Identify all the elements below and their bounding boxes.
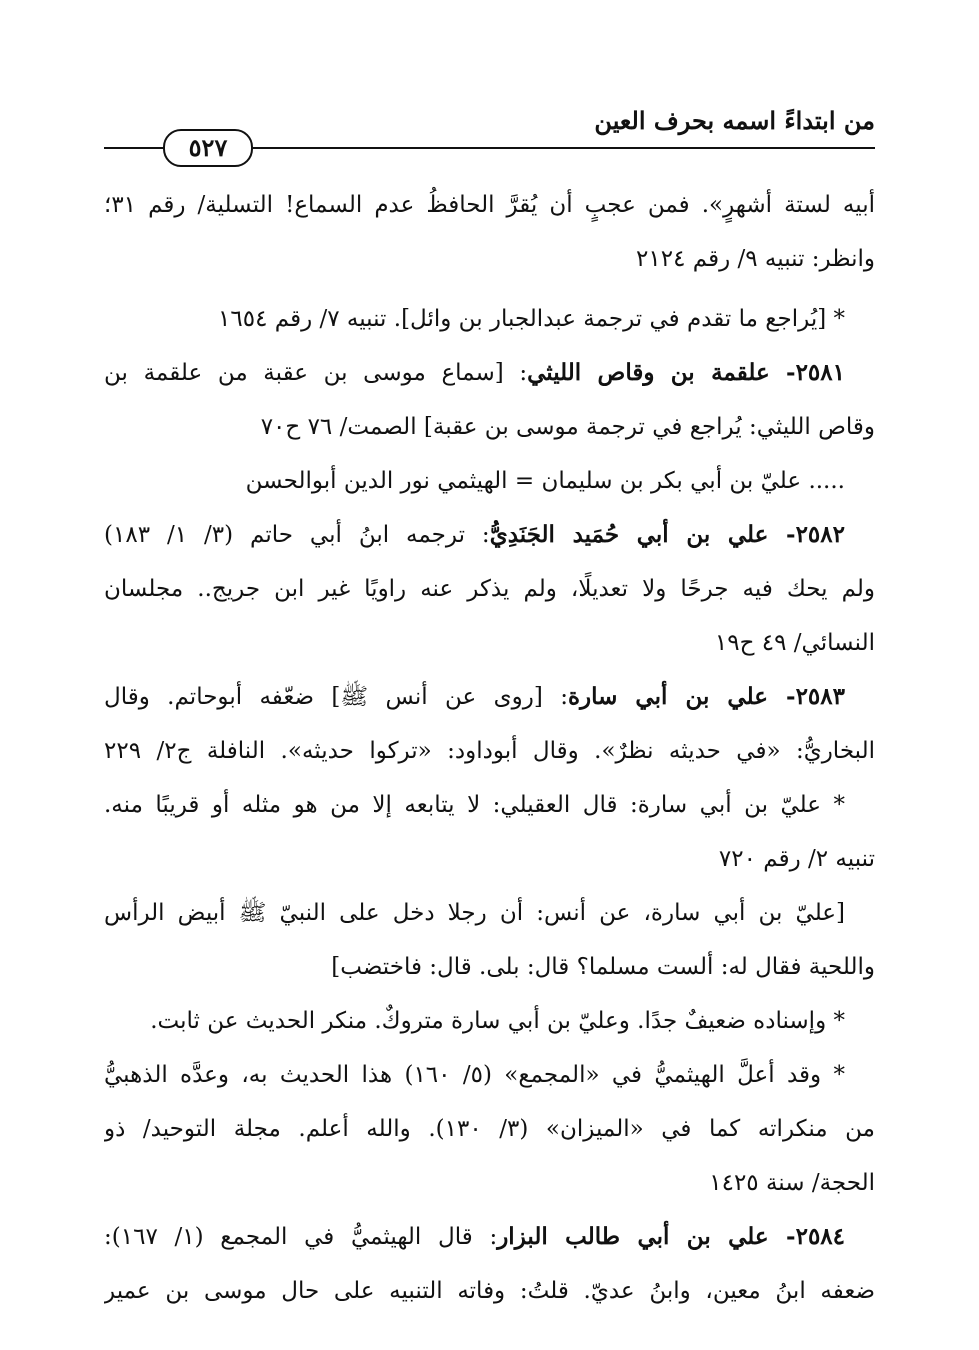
text-line: ضعفه ابنُ معين، وابنُ عديّ. قلتُ: وفاته التنبيه على حال موسى بن عمير bbox=[104, 1278, 875, 1304]
text-line: الحجة/ سنة ١٤٢٥ bbox=[709, 1170, 875, 1196]
text-line: وانظر: تنبيه ٩/ رقم ٢١٢٤ bbox=[636, 246, 875, 272]
text-line: وقاص الليثي: يُراجع في ترجمة موسى بن عقبة] الصمت/ ٧٦ ح٧٠ bbox=[260, 414, 875, 440]
text-line: أبيه لستة أشهرٍ». فمن عجبٍ أن يُقرَّ الحافظُ عدم السماع! التسلية/ رقم ٣١؛ bbox=[104, 192, 875, 218]
entry-heading-2583 bbox=[104, 670, 875, 724]
entry-heading-2582 bbox=[104, 508, 875, 562]
text-line: البخاريُّ: «في حديثه نظرٌ». وقال أبوداود: «تركوا حديثه». النافلة ج٢/ ٢٢٩ bbox=[104, 738, 875, 764]
entry-text: : [روى عن أنس ﷺ] ضعّفه أبوحاتم. وقال bbox=[104, 684, 568, 710]
note-line: * عليّ بن أبي سارة: قال العقيلي: لا يتابعه إلا من هو مثله أو قريبًا منه. bbox=[104, 792, 845, 818]
note-line: * وإسناده ضعيفٌ جدًا. وعليّ بن أبي سارة متروكٌ. منكر الحديث عن ثابت. bbox=[150, 1008, 845, 1034]
header-rule-right bbox=[250, 147, 875, 149]
hadith-line: [عليّ بن أبي سارة، عن أنس: أن رجلا دخل على النبيّ ﷺ أبيض الرأس bbox=[104, 900, 845, 926]
text-line: تنبيه ٢/ رقم ٧٢٠ bbox=[718, 846, 875, 872]
header-rule-left bbox=[104, 147, 164, 149]
cross-reference-line: ..... عليّ بن أبي بكر بن سليمان = الهيثمي نور الدين أبوالحسن bbox=[245, 468, 845, 494]
entry-title: ٢٥٨٣- علي بن أبي سارة bbox=[567, 683, 845, 710]
note-line: * وقد أعلَّ الهيثميُّ في «المجمع» (٥/ ١٦٠) هذا الحديث به، وعدَّه الذهبيُّ bbox=[104, 1062, 846, 1088]
entry-title: ٢٥٨٢- علي بن أبي حُمَيد الجَنَدِيُّ bbox=[489, 521, 845, 548]
text-line: ولم يحك فيه جرحًا ولا تعديلًا، ولم يذكر عنه راويًا غير ابن جريج.. مجلسان bbox=[104, 576, 875, 602]
entry-text: : قال الهيثميُّ في المجمع (١/ ١٦٧): bbox=[104, 1224, 498, 1250]
page-number-badge: ٥٢٧ bbox=[163, 129, 253, 167]
page-body bbox=[104, 178, 875, 1318]
entry-heading-2581 bbox=[104, 346, 875, 400]
entry-title: ٢٥٨١- علقمة بن وقاص الليثي bbox=[527, 359, 845, 386]
text-line: من منكراته كما في «الميزان» (٣/ ١٣٠). والله أعلم. مجلة التوحيد/ ذو bbox=[104, 1116, 875, 1142]
text-line: النسائي/ ٤٩ ح١٩ bbox=[714, 630, 875, 656]
note-line: * [يُراجع ما تقدم في ترجمة عبدالجبار بن وائل]. تنبيه ٧/ رقم ١٦٥٤ bbox=[218, 306, 845, 332]
entry-title: ٢٥٨٤- علي بن أبي طالب البزار bbox=[497, 1223, 846, 1250]
entry-text: : ترجمه ابنُ أبي حاتم (٣/ ١/ ١٨٣) bbox=[104, 522, 490, 548]
running-header-title: من ابتداءً اسمه بحرف العين bbox=[594, 106, 875, 135]
entry-heading-2584 bbox=[104, 1210, 875, 1264]
hadith-line: واللحية فقال له: ألست مسلما؟ قال: بلى. قال: فاختضب] bbox=[331, 954, 875, 980]
entry-text: : [سماع موسى بن عقبة من علقمة بن bbox=[104, 360, 528, 386]
